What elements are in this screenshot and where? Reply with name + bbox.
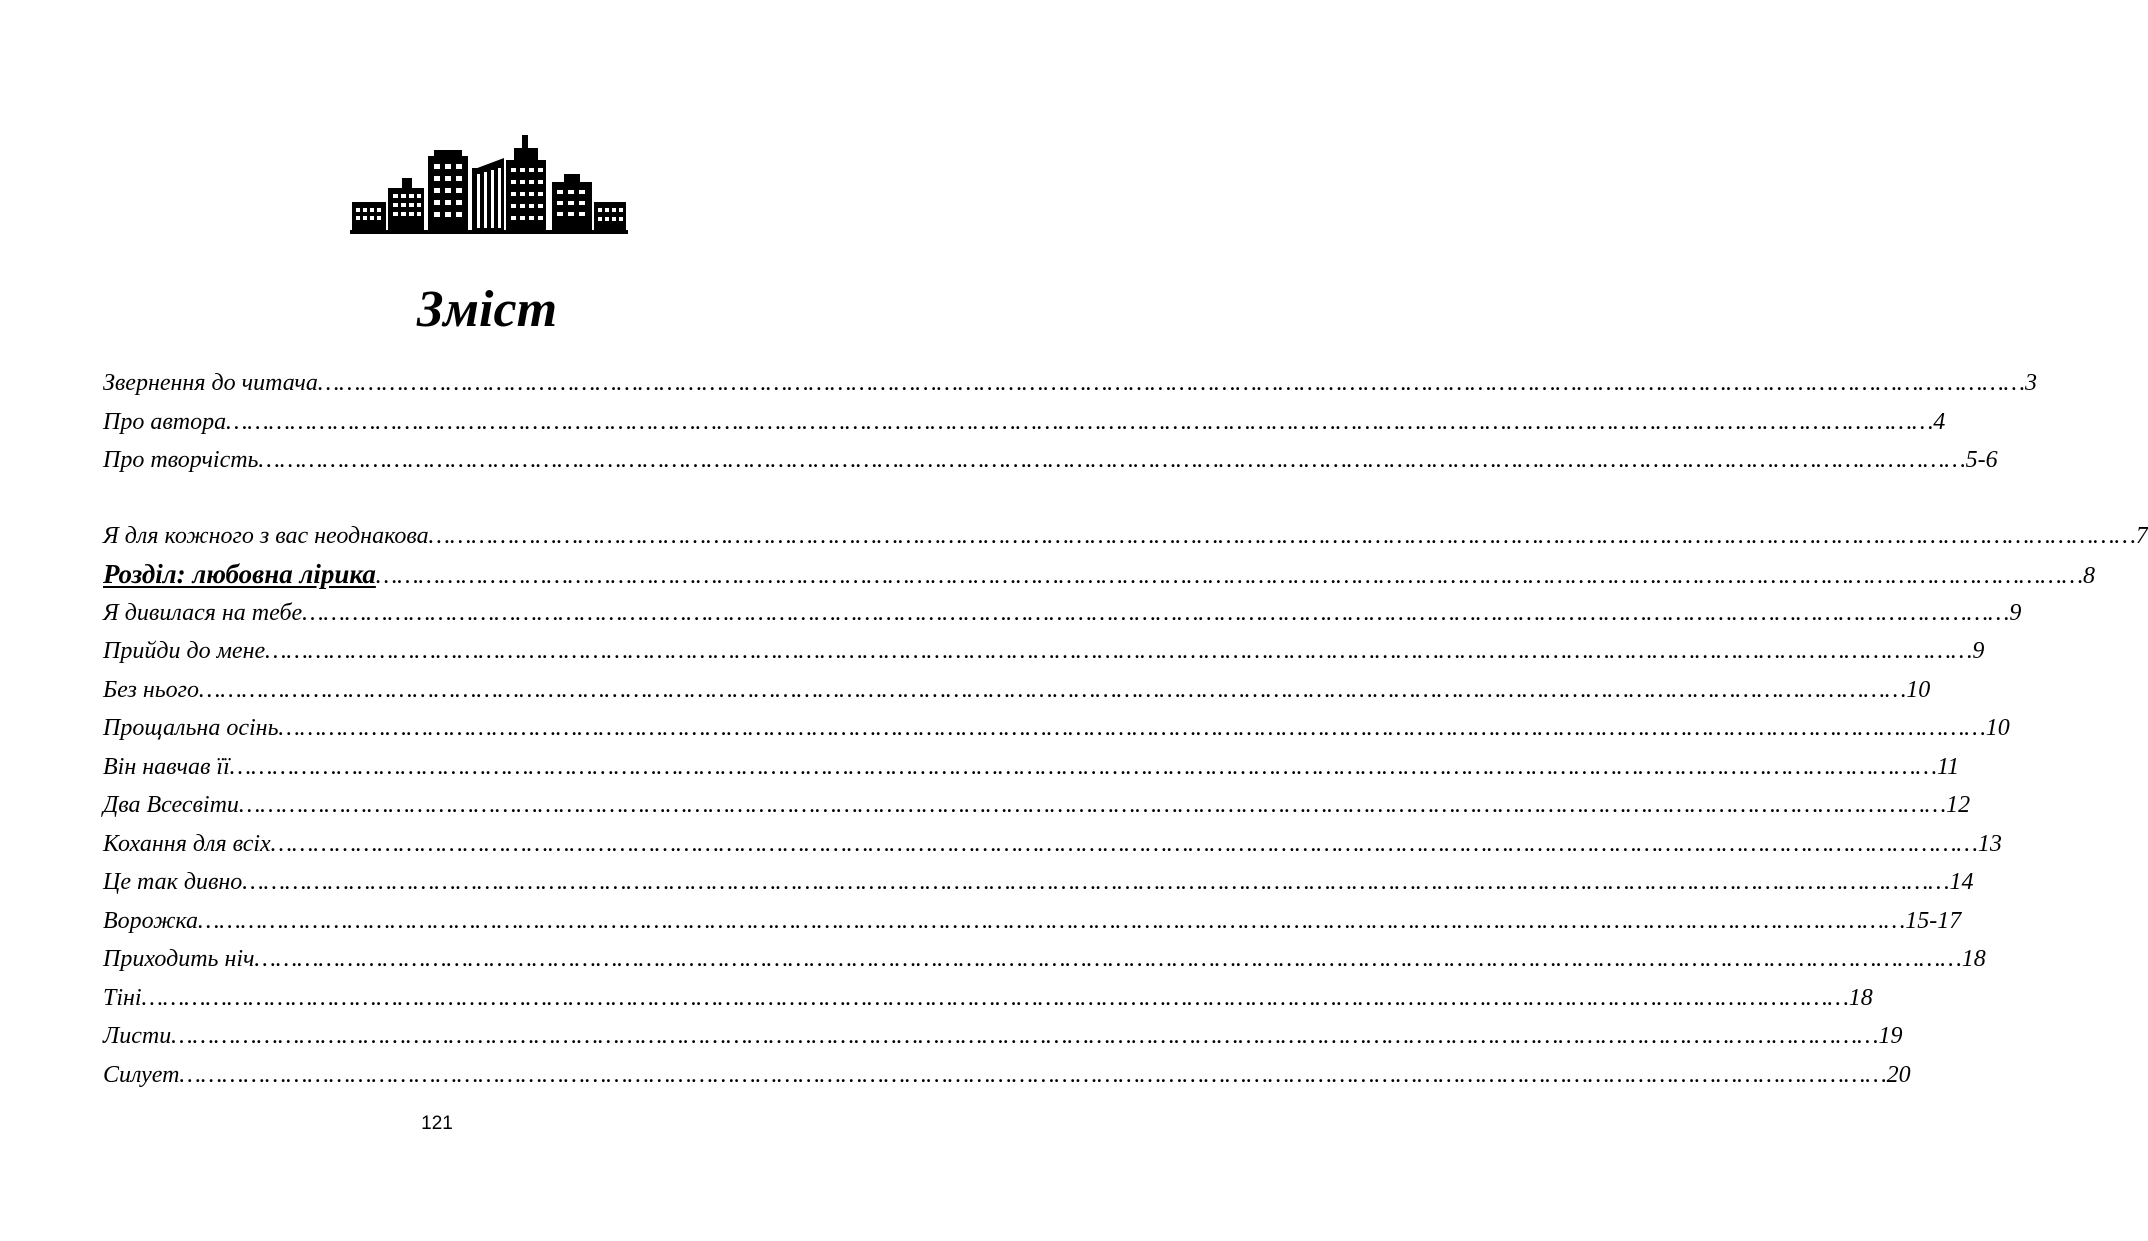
- toc-entry-page: 15-17: [1905, 907, 1962, 934]
- toc-entry[interactable]: [103, 403, 1946, 442]
- toc-entry[interactable]: [103, 709, 2010, 748]
- toc-entry-page: 12: [1946, 792, 1971, 818]
- toc-leader-dots: ……………………………………………………………………………………………………………………………………………………………………………………………………………………: [254, 946, 1962, 972]
- toc-entry-page: 7: [2135, 522, 2148, 549]
- toc-leader-dots: ……………………………………………………………………………………………………………………………………………………………………………………………………………………: [278, 715, 1986, 741]
- toc-entry[interactable]: [103, 940, 1986, 979]
- toc-entry-title: Він навчав її: [103, 753, 230, 780]
- toc-leader-dots: ……………………………………………………………………………………………………………………………………………………………………………………………………………………: [226, 408, 1934, 435]
- toc-entry-page: 4: [1933, 408, 1946, 435]
- toc-entry[interactable]: [103, 825, 2002, 864]
- toc-entry[interactable]: [103, 748, 1960, 787]
- toc-leader-dots: ……………………………………………………………………………………………………………………………………………………………………………………………………………………: [171, 1023, 1879, 1049]
- toc-entry[interactable]: [103, 632, 1985, 671]
- toc-entry[interactable]: [103, 979, 1873, 1018]
- toc-entry-title: Тіні: [103, 984, 142, 1011]
- table-of-contents: [103, 364, 2148, 1094]
- toc-entry-page: 14: [1949, 869, 1974, 895]
- toc-entry-title: Кохання для всіх: [103, 830, 271, 857]
- toc-entry-title: Звернення до читача: [103, 370, 318, 396]
- toc-entry-page: 9: [2009, 599, 2022, 626]
- toc-entry-page: 10: [1985, 715, 2010, 741]
- toc-entry-title: Силует: [103, 1061, 180, 1088]
- toc-entry-page: 20: [1886, 1061, 1911, 1088]
- toc-entry-title: Я для кожного з вас неоднакова: [103, 522, 429, 549]
- toc-entry-title: Про автора: [103, 408, 227, 435]
- toc-entry-title: Це так дивно: [103, 869, 243, 895]
- toc-entry-page: 18: [1961, 946, 1986, 972]
- toc-section-page: 8: [2083, 563, 2096, 589]
- toc-entry-page: 11: [1936, 753, 1960, 780]
- toc-leader-dots: ……………………………………………………………………………………………………………………………………………………………………………………………………………………: [317, 370, 2026, 396]
- toc-spacer: [103, 480, 786, 517]
- toc-entry-page: 18: [1848, 984, 1873, 1011]
- toc-entry-title: Про творчість: [103, 447, 259, 473]
- toc-entry[interactable]: [103, 1056, 1911, 1095]
- toc-entry-page: 5-6: [1965, 447, 1998, 473]
- toc-entry-page: 10: [1906, 676, 1931, 703]
- toc-entry[interactable]: [103, 671, 1931, 710]
- toc-entry-page: 9: [1972, 638, 1985, 664]
- toc-leader-dots: ……………………………………………………………………………………………………………………………………………………………………………………………………………………: [198, 907, 1906, 934]
- toc-entry-title: Без нього: [103, 676, 200, 703]
- toc-entry[interactable]: [103, 786, 1971, 825]
- toc-entry[interactable]: [103, 594, 2022, 633]
- toc-leader-dots: ……………………………………………………………………………………………………………………………………………………………………………………………………………………: [199, 676, 1907, 703]
- toc-entry-title: Прощальна осінь: [103, 715, 279, 741]
- toc-section-title: Розділ: любовна лірика: [103, 559, 376, 589]
- toc-entry-title: Приходить ніч: [103, 946, 255, 972]
- toc-leader-dots: ……………………………………………………………………………………………………………………………………………………………………………………………………………………: [242, 869, 1950, 895]
- toc-entry-title: Я дивилася на тебе: [103, 599, 303, 626]
- toc-leader-dots: ……………………………………………………………………………………………………………………………………………………………………………………………………………………: [428, 522, 2136, 549]
- toc-leader-dots: ……………………………………………………………………………………………………………………………………………………………………………………………………………………: [229, 753, 1937, 780]
- toc-entry-page: 19: [1878, 1023, 1903, 1049]
- toc-leader-dots: ……………………………………………………………………………………………………………………………………………………………………………………………………………………: [375, 563, 2084, 589]
- toc-entry-title: Листи: [103, 1023, 172, 1049]
- toc-entry-page: 13: [1977, 830, 2002, 857]
- toc-leader-dots: ……………………………………………………………………………………………………………………………………………………………………………………………………………………: [238, 792, 1947, 818]
- toc-leader-dots: ……………………………………………………………………………………………………………………………………………………………………………………………………………………: [302, 599, 2010, 626]
- page-title: Зміст: [416, 281, 558, 338]
- toc-entry-title: Прийди до мене: [103, 638, 266, 664]
- toc-leader-dots: ……………………………………………………………………………………………………………………………………………………………………………………………………………………: [270, 830, 1978, 857]
- toc-entry-title: Два Всесвіти: [103, 792, 239, 818]
- toc-leader-dots: ……………………………………………………………………………………………………………………………………………………………………………………………………………………: [179, 1061, 1887, 1088]
- toc-entry[interactable]: [103, 364, 2038, 403]
- toc-entry[interactable]: [103, 517, 2148, 556]
- toc-entry-page: 3: [2025, 370, 2038, 396]
- toc-leader-dots: ……………………………………………………………………………………………………………………………………………………………………………………………………………………: [141, 984, 1849, 1011]
- toc-leader-dots: ……………………………………………………………………………………………………………………………………………………………………………………………………………………: [258, 447, 1966, 473]
- toc-entry[interactable]: [103, 441, 1998, 480]
- city-skyline-icon: [350, 130, 628, 234]
- toc-section-heading[interactable]: [103, 555, 2096, 594]
- toc-leader-dots: ……………………………………………………………………………………………………………………………………………………………………………………………………………………: [265, 638, 1973, 664]
- toc-entry[interactable]: [103, 902, 1962, 941]
- toc-entry[interactable]: [103, 1017, 1903, 1056]
- toc-entry[interactable]: [103, 863, 1974, 902]
- page-number: 121: [421, 1113, 453, 1134]
- toc-entry-title: Ворожка: [103, 907, 199, 934]
